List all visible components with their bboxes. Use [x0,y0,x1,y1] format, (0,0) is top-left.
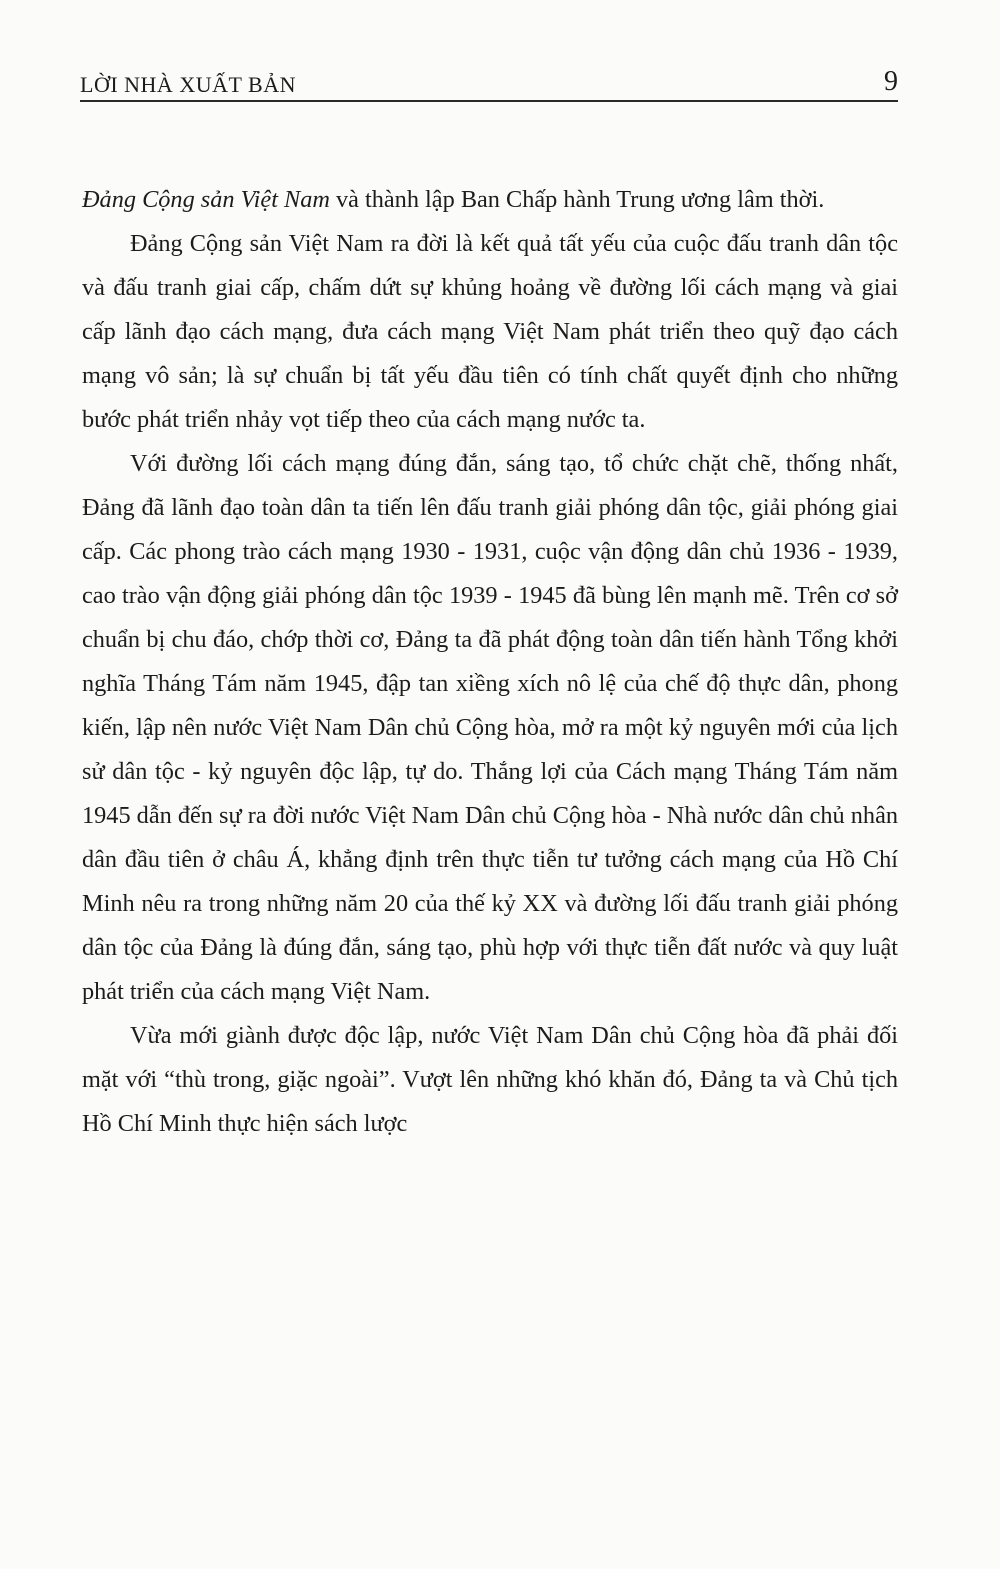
paragraph-2: Đảng Cộng sản Việt Nam ra đời là kết quả tất yếu của cuộc đấu tranh dân tộc và đấu tranh giai cấp, chấm dứt sự khủng hoảng về đường lối cách mạng và giai cấp lãnh đạo cách mạng, đưa cách mạng Việt Nam phát triển theo quỹ đạo cách mạng vô sản; là sự chuẩn bị tất yếu đầu tiên có tính chất quyết định cho những bước phát triển nhảy vọt tiếp theo của cách mạng nước ta. [82,230,898,433]
page-header [80,60,898,102]
paragraph-1 [82,178,898,222]
paragraph-1-rest: và thành lập Ban Chấp hành Trung ương lâm thời. [329,186,825,213]
paragraph-4: Vừa mới giành được độc lập, nước Việt Nam Dân chủ Cộng hòa đã phải đối mặt với “thù trong, giặc ngoài”. Vượt lên những khó khăn đó, Đảng ta và Chủ tịch Hồ Chí Minh thực hiện sách lược [82,1022,898,1137]
paragraph-3: Với đường lối cách mạng đúng đắn, sáng tạo, tổ chức chặt chẽ, thống nhất, Đảng đã lãnh đạo toàn dân ta tiến lên đấu tranh giải phóng dân tộc, giải phóng giai cấp. Các phong trào cách mạng 1930 - 1931, cuộc vận động dân chủ 1936 - 1939, cao trào vận động giải phóng dân tộc 1939 - 1945 đã bùng lên mạnh mẽ. Trên cơ sở chuẩn bị chu đáo, chớp thời cơ, Đảng ta đã phát động toàn dân tiến hành Tổng khởi nghĩa Tháng Tám năm 1945, đập tan xiềng xích nô lệ của chế độ thực dân, phong kiến, lập nên nước Việt Nam Dân chủ Cộng hòa, mở ra một kỷ nguyên mới của lịch sử dân tộc - kỷ nguyên độc lập, tự do. Thắng lợi của Cách mạng Tháng Tám năm 1945 dẫn đến sự ra đời nước Việt Nam Dân chủ Cộng hòa - Nhà nước dân chủ nhân dân đầu tiên ở châu Á, khẳng định trên thực tiễn tư tưởng cách mạng của Hồ Chí Minh nêu ra trong những năm 20 của thế kỷ XX và đường lối đấu tranh giải phóng dân tộc của Đảng là đúng đắn, sáng tạo, phù hợp với thực tiễn đất nước và quy luật phát triển của cách mạng Việt Nam. [82,450,898,1005]
paragraph-1-italic: Đảng Cộng sản Việt Nam [82,186,330,213]
running-head: LỜI NHÀ XUẤT BẢN [80,72,296,97]
page-number: 9 [884,66,898,97]
body-text [82,178,898,1146]
